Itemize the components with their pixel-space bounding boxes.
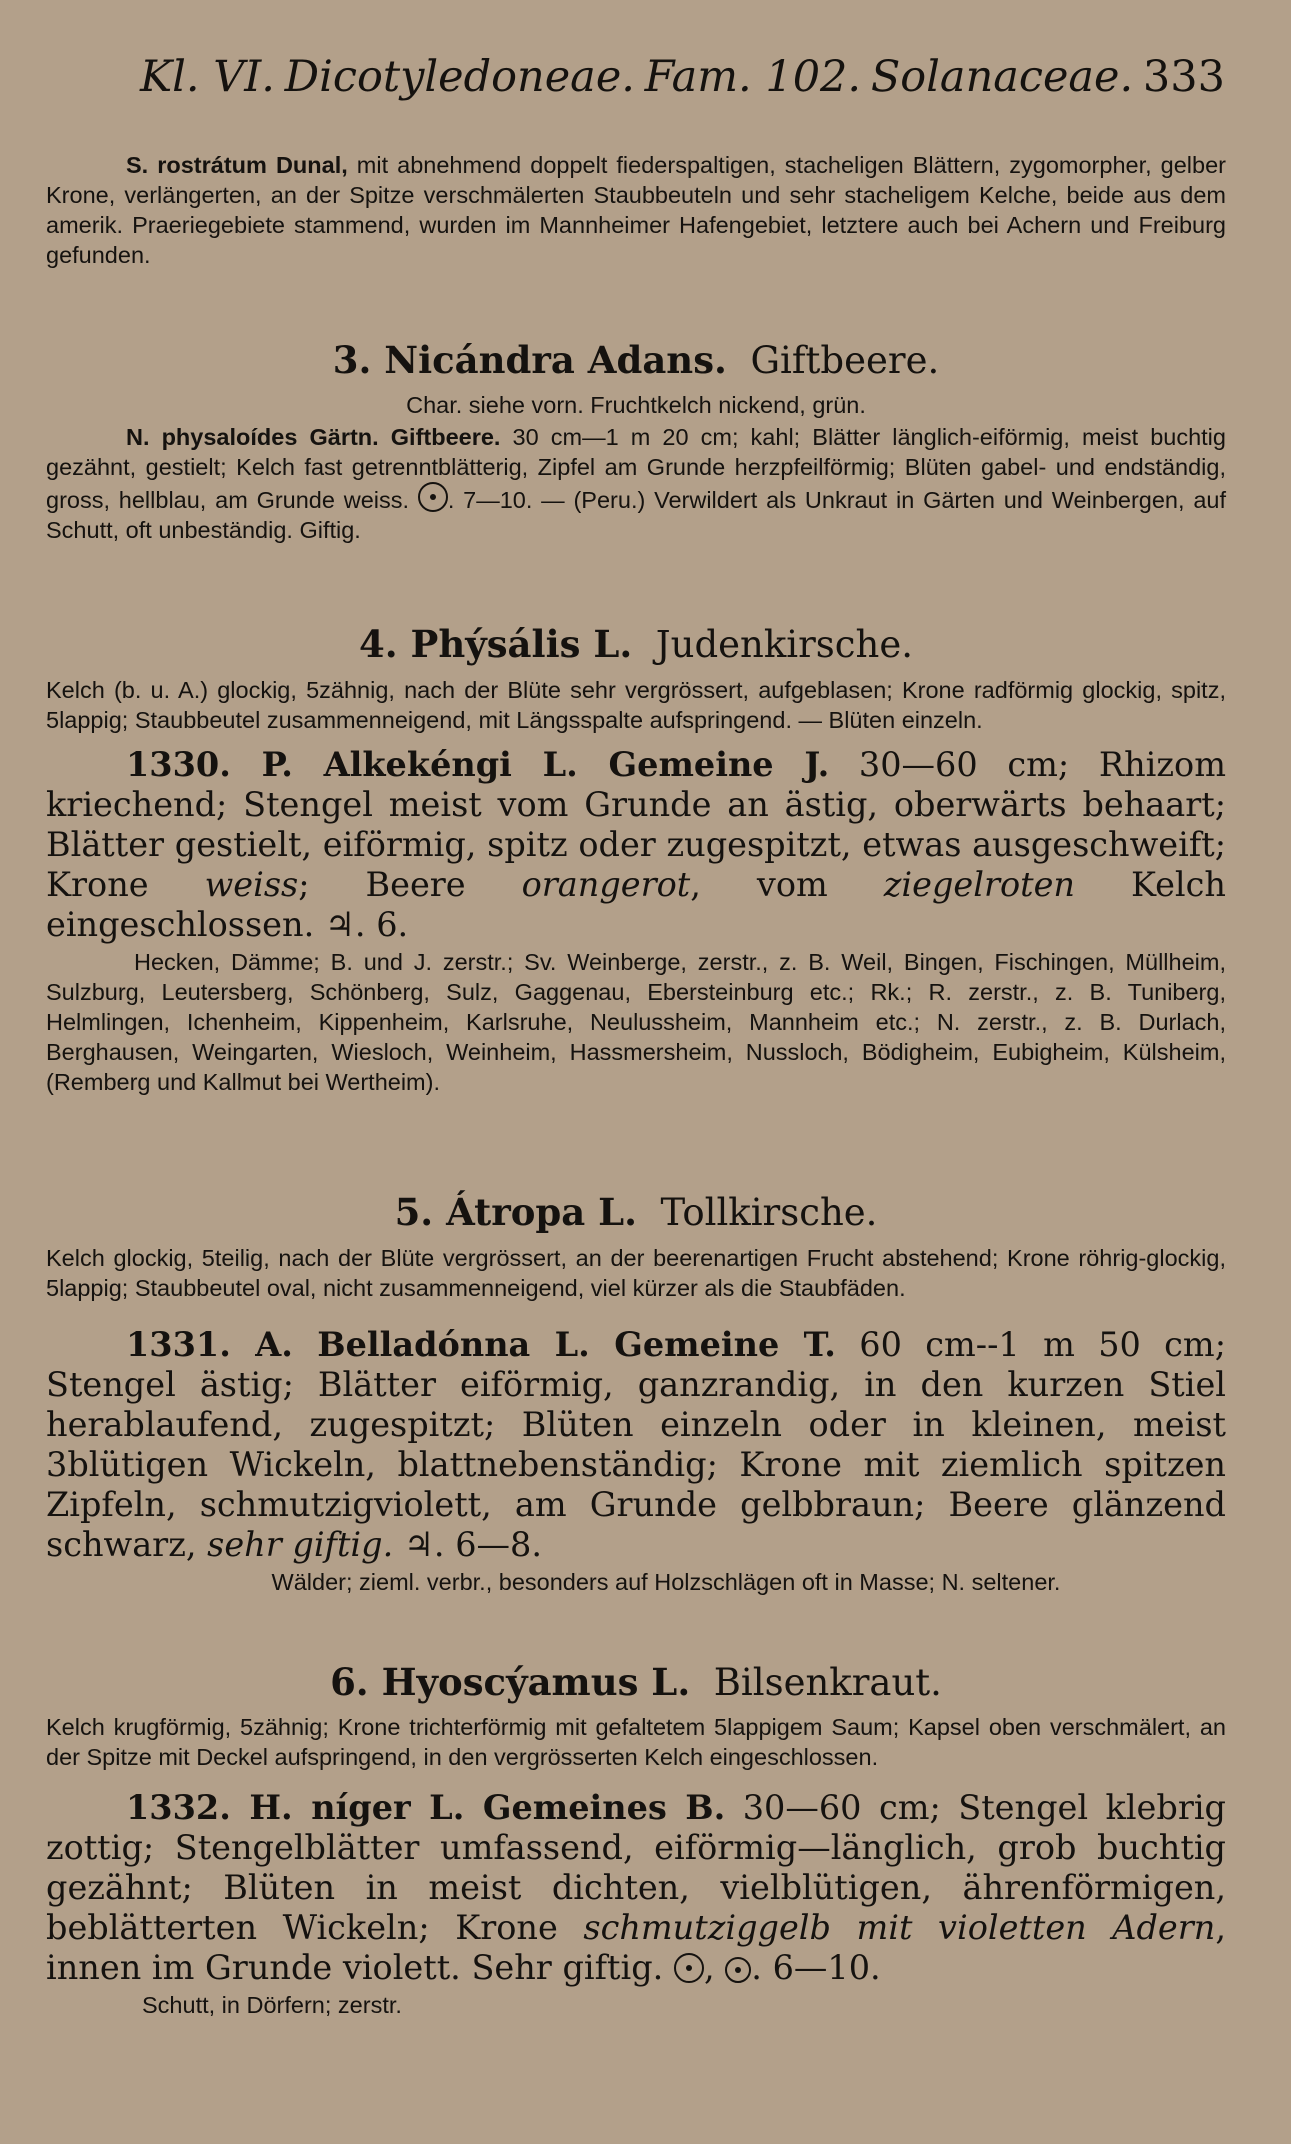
hyoscyamus-desc: Kelch krugförmig, 5zähnig; Krone trichterförmig mit gefaltetem 5lappigem Saum; Kapsel oben verschmälert, an der Spitze mit Deckel aufspringend, in den vergrösserten Kelch eingeschlossen.: [46, 1714, 1226, 1770]
hyoscyamus-common-name: Bilsenkraut.: [713, 1661, 942, 1704]
nicandra-common-name: Giftbeere.: [750, 339, 940, 382]
nicandra-heading: [46, 338, 1226, 383]
hyoscyamus-italic1: schmutziggelb mit violetten Adern: [583, 1908, 1216, 1947]
running-header: [140, 52, 1225, 102]
physalis-species: [46, 745, 1226, 945]
atropa-desc: Kelch glockig, 5teilig, nach der Blüte vergrössert, an der beerenartigen Frucht abstehend; Krone röhrig-glockig, 5lappig; Staubbeutel oval, nicht zusammenneigend, viel kürzer als die Staubfäden.: [46, 1245, 1226, 1301]
atropa-species: [46, 1325, 1226, 1565]
physalis-genus: 4. Phýsális L.: [358, 622, 633, 666]
nicandra-char: Char. siehe vorn. Fruchtkelch nickend, grün.: [406, 392, 866, 418]
atropa-heading: [46, 1190, 1226, 1235]
header-class: Kl. VI.: [140, 52, 275, 102]
physalis-distribution: Hecken, Dämme; B. und J. zerstr.; Sv. Weinberge, zerstr., z. B. Weil, Bingen, Fischingen, Müllheim, Sulzburg, Leutersberg, Schönberg, Sulz, Gaggenau, Ebersteinburg etc.; Rk.; R. zerstr., z. B. Tuniberg, Helmlingen, Ichenheim, Kippenheim, Karlsruhe, Neulussheim, Mannheim etc.; N. zerstr., z. B. Durlach, Berghausen, Weingarten, Wiesloch, Weinheim, Hassmersheim, Nussloch, Bödigheim, Eubigheim, Külsheim, (Remberg und Kallmut bei Wertheim).: [46, 949, 1226, 1095]
hyoscyamus-species-text2: , innen im Grunde violett. Sehr giftig.: [46, 1908, 1227, 1987]
atropa-species-text1: 60 cm--1 m 50 cm; Stengel ästig; Blätter eiförmig, ganzrandig, in den kurzen Stiel herablaufend, zugespitzt; Blüten einzeln oder in kleinen, meist 3blütigen Wickeln, blattnebenständig; Krone mit ziemlich spitzen Zipfeln, schmutzigviolett, am Grunde gelbbraun; Beere glänzend schwarz,: [46, 1325, 1226, 1564]
physalis-species-text3: , vom: [690, 865, 884, 904]
atropa-italic1: sehr giftig.: [207, 1525, 394, 1564]
physalis-species-text2: ; Beere: [298, 865, 522, 904]
atropa-common-name: Tollkirsche.: [660, 1191, 878, 1234]
physalis-italic3: ziegelroten: [883, 865, 1075, 904]
annual-symbol-icon: [674, 1953, 704, 1983]
rostratum-paragraph: [46, 150, 1226, 270]
nicandra-species-name: N. physaloídes Gärtn. Giftbeere.: [126, 424, 501, 450]
physalis-desc: Kelch (b. u. A.) glockig, 5zähnig, nach der Blüte sehr vergrössert, aufgeblasen; Krone radförmig glockig, spitz, 5lappig; Staubbeutel zusammenneigend, mit Längsspalte aufspringend. — Blüten einzeln.: [46, 677, 1226, 733]
rostratum-entry: [46, 150, 1226, 270]
physalis-heading: [46, 622, 1226, 667]
atropa-species-name: 1331. A. Belladónna L. Gemeine T.: [126, 1325, 836, 1364]
atropa-genus: 5. Átropa L.: [394, 1190, 638, 1234]
rostratum-text: mit abnehmend doppelt fiederspaltigen, stacheligen Blättern, zygomorpher, gelber Krone, verlängerten, an der Spitze verschmälerten Staubbeuteln und sehr stacheligem Kelche, beide aus dem amerik. Praeriegebiete stammend, wurden im Mannheimer Hafengebiet, letztere auch bei Achern und Freiburg gefunden.: [46, 152, 1226, 268]
nicandra-species-text2: . 7—10. — (Peru.) Verwildert als Unkraut in Gärten und Weinbergen, auf Schutt, oft unbeständig. Giftig.: [46, 487, 1226, 543]
nicandra-section: [46, 390, 1226, 545]
physalis-species-text4: Kelch eingeschlossen. ♃. 6.: [46, 865, 1226, 944]
atropa-distribution: Wälder; zieml. verbr., besonders auf Holzschlägen oft in Masse; N. seltener.: [271, 1569, 1061, 1595]
atropa-species-text2: ♃. 6—8.: [393, 1525, 542, 1564]
nicandra-genus: 3. Nicándra Adans.: [332, 338, 727, 382]
physalis-common-name: Judenkirsche.: [655, 623, 913, 666]
rostratum-name: S. rostrátum Dunal,: [126, 152, 348, 178]
hyoscyamus-species-text1: 30—60 cm; Stengel klebrig zottig; Stengelblätter umfassend, eiförmig—länglich, grob buchtig gezähnt; Blüten in meist dichten, vielblütigen, ährenförmigen, beblätterten Wickeln; Krone: [46, 1788, 1226, 1947]
hyoscyamus-section: [46, 1712, 1226, 2020]
nicandra-species-text1: 30 cm—1 m 20 cm; kahl; Blätter länglich-eiförmig, meist buchtig gezähnt, gestielt; Kelch fast getrenntblätterig, Zipfel am Grunde herzpfeilförmig; Blüten gabel- und endständig, gross, hellblau, am Grunde weiss.: [46, 424, 1226, 513]
hyoscyamus-genus: 6. Hyoscýamus L.: [330, 1660, 691, 1704]
hyoscyamus-species-text3: ,: [703, 1948, 726, 1987]
header-family-name: Solanaceae.: [870, 52, 1134, 102]
physalis-species-name: 1330. P. Alkekéngi L. Gemeine J.: [126, 745, 830, 784]
page-number: 333: [1142, 52, 1225, 102]
annual-symbol-icon: [418, 482, 448, 512]
hyoscyamus-species-name: 1332. H. níger L. Gemeines B.: [126, 1788, 726, 1827]
header-subclass: Dicotyledoneae.: [284, 52, 635, 102]
header-family: Fam. 102.: [644, 52, 862, 102]
hyoscyamus-distribution: Schutt, in Dörfern; zerstr.: [142, 1992, 402, 2018]
physalis-species-text1: 30—60 cm; Rhizom kriechend; Stengel meist vom Grunde an ästig, oberwärts behaart; Blätter gestielt, eiförmig, spitz oder zugespitzt, etwas ausgeschweift; Krone: [46, 745, 1226, 904]
nicandra-species: [46, 422, 1226, 545]
atropa-section: [46, 1243, 1226, 1597]
biennial-symbol-icon: [725, 1957, 751, 1983]
physalis-italic2: orangerot: [521, 865, 691, 904]
hyoscyamus-heading: [46, 1660, 1226, 1705]
hyoscyamus-species: [46, 1788, 1226, 1988]
physalis-section: [46, 675, 1226, 1097]
physalis-italic1: weiss: [204, 865, 299, 904]
hyoscyamus-species-text4: . 6—10.: [751, 1948, 881, 1987]
